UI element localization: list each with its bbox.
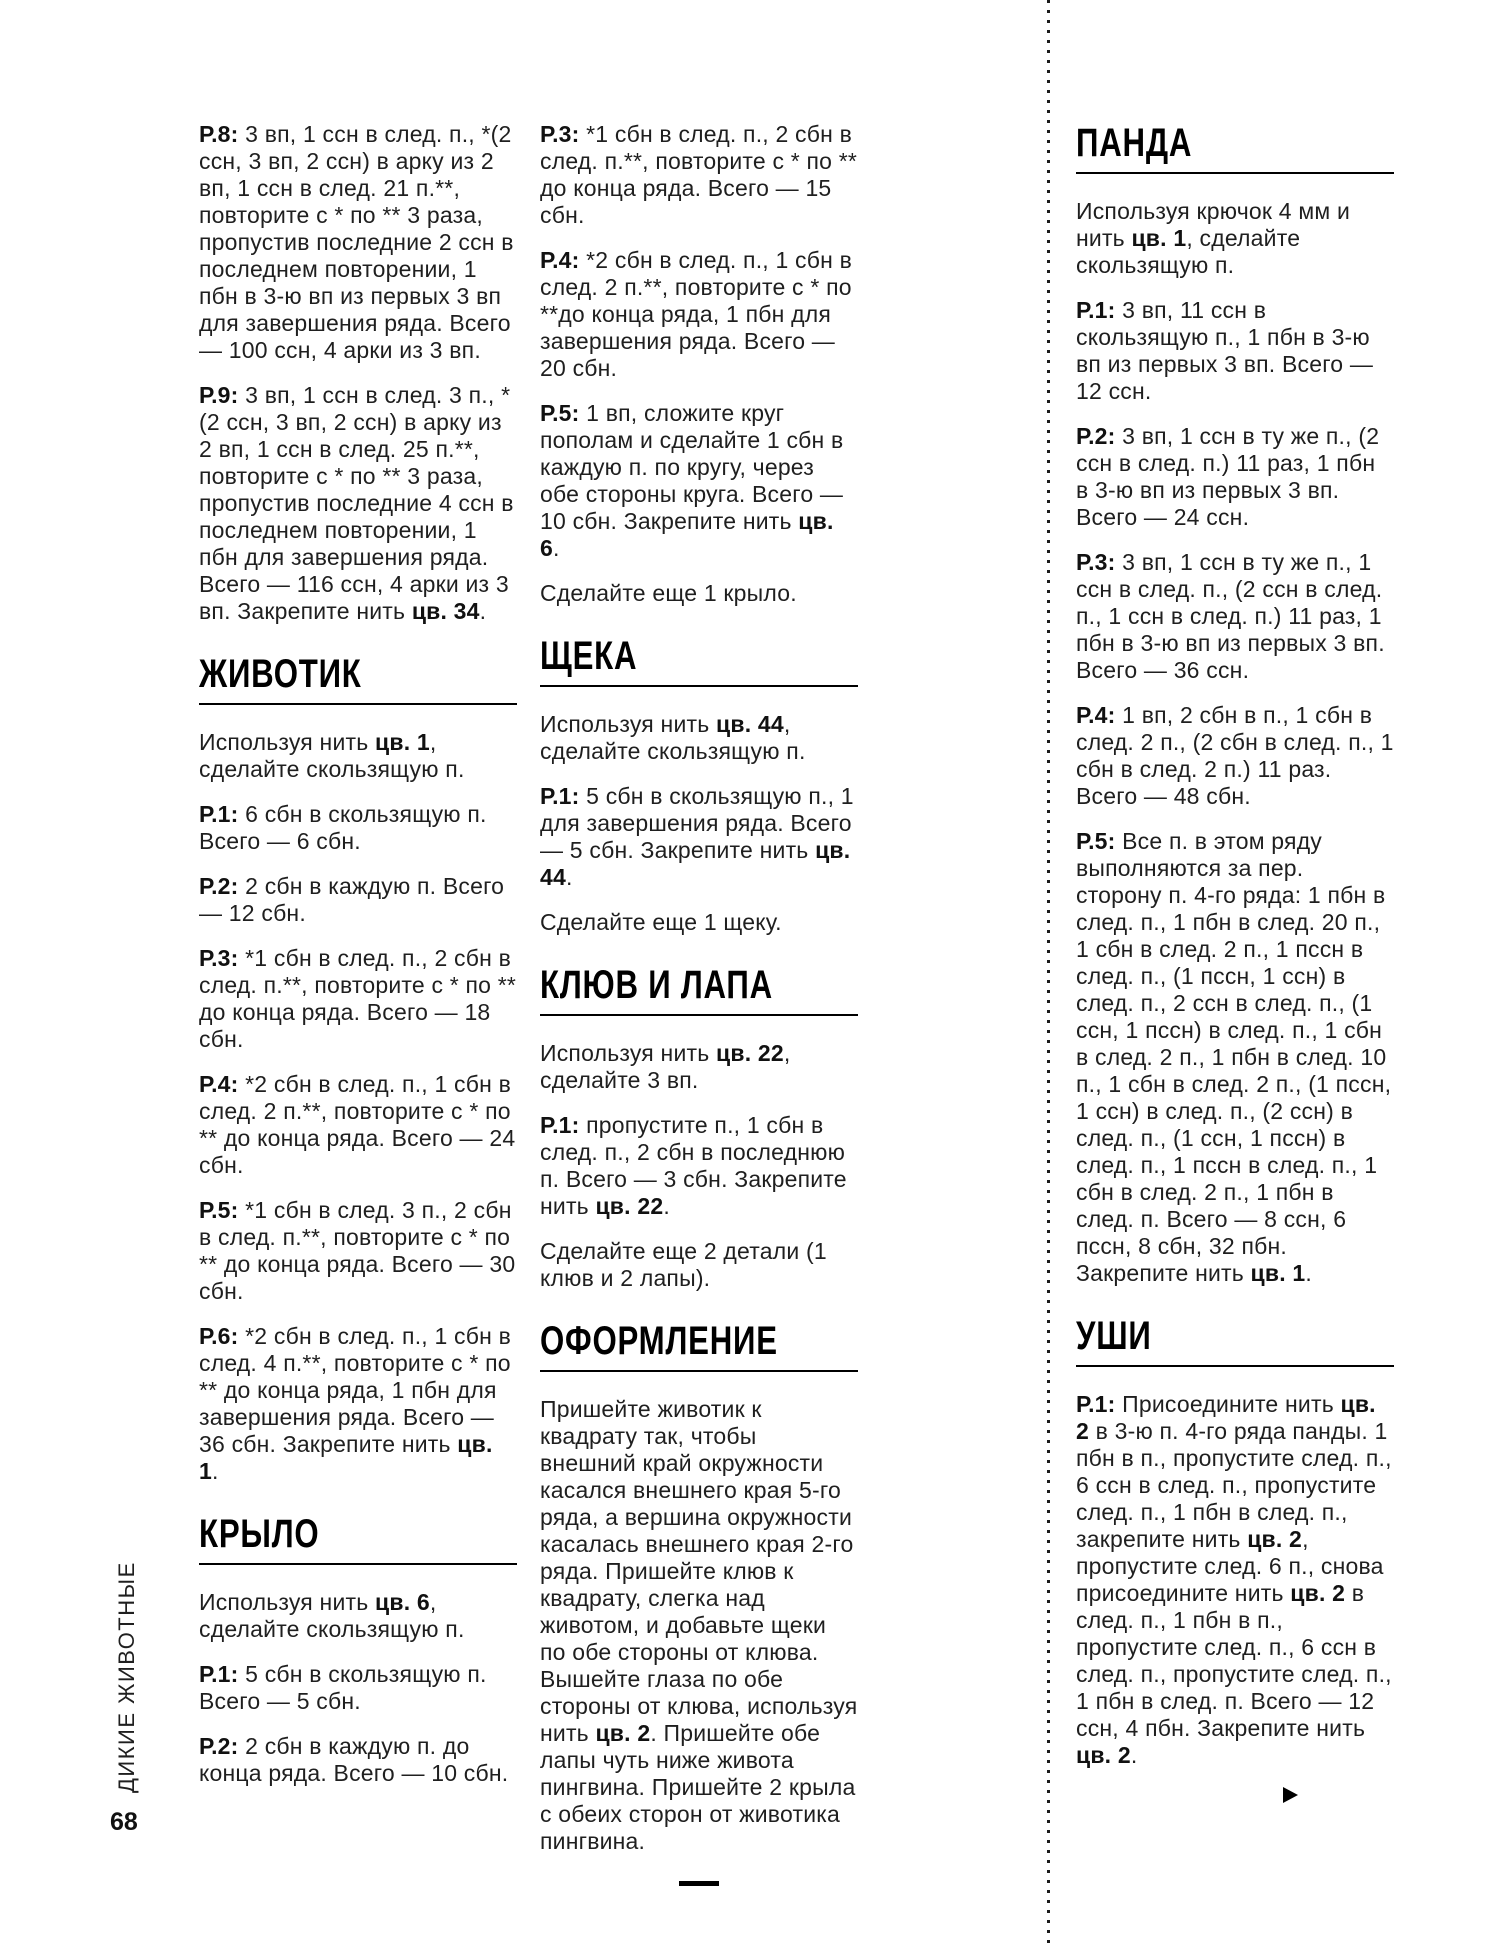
bold-run: Р.1: — [1076, 1391, 1116, 1417]
text-run: 3 вп, 11 ссн в скользящую п., 1 пбн в 3-ю вп из первых 3 вп. Всего — 12 ссн. — [1076, 297, 1374, 404]
text-run: , сделайте скользящую п. — [199, 729, 465, 782]
pattern-paragraph — [1076, 702, 1394, 810]
bold-run: Р.8: — [199, 121, 239, 147]
bold-run: Р.2: — [199, 1733, 239, 1759]
column-right — [1076, 122, 1394, 1803]
bold-run: цв. 44 — [716, 711, 784, 737]
text-run: , пропустите след. 6 п., снова присоедините нить — [1076, 1526, 1384, 1606]
pattern-paragraph — [199, 1071, 517, 1179]
pattern-paragraph — [540, 1396, 858, 1855]
pattern-paragraph — [540, 711, 858, 765]
pattern-paragraph — [1076, 549, 1394, 684]
pattern-paragraph — [540, 400, 858, 562]
pattern-paragraph — [199, 1733, 517, 1787]
section-heading-text: ПАНДА — [1076, 121, 1193, 165]
bold-run: Р.5: — [199, 1197, 239, 1223]
pattern-paragraph — [540, 909, 858, 936]
dotted-divider — [1047, 0, 1050, 1950]
pattern-paragraph — [199, 1589, 517, 1643]
section-heading — [1076, 122, 1394, 174]
text-run: Пришейте животик к квадрату так, чтобы внешний край окружности касался внешнего края 5-го ряда, а вершина окружности касалась внешнего края 2-го ряда. Пришейте клюв к квадрату, слегка над животом, и добавьте щеки по обе стороны от клюва. Вышейте глаза по обе стороны от клюва, используя нить — [540, 1396, 858, 1746]
page-number: 68 — [110, 1808, 138, 1836]
bold-run: цв. 2 — [1247, 1526, 1303, 1552]
pattern-paragraph — [540, 1040, 858, 1094]
text-run: . — [663, 1193, 670, 1219]
text-run: *2 сбн в след. п., 1 сбн в след. 2 п.**, повторите с * по ** до конца ряда. Всего — 24 сбн. — [199, 1071, 516, 1178]
pattern-paragraph — [540, 783, 858, 891]
text-run: , сделайте скользящую п. — [540, 711, 806, 764]
text-run: в след. п., 1 пбн в п., пропустите след. п., 6 ссн в след. п., пропустите след. п., 1 пбн в след. п. Всего — 12 ссн, 4 пбн. Закрепите нить — [1076, 1580, 1392, 1741]
bold-run: Р.1: — [540, 783, 580, 809]
text-run: *2 сбн в след. п., 1 сбн в след. 4 п.**, повторите с * по ** до конца ряда, 1 пбн для завершения ряда. Всего — 36 сбн. Закрепите нить — [199, 1323, 512, 1457]
bold-run: Р.3: — [199, 945, 239, 971]
text-run: Используя нить — [540, 711, 717, 737]
bold-run: Р.2: — [1076, 423, 1116, 449]
text-run: Используя нить — [199, 1589, 376, 1615]
text-run: пропустите п., 1 сбн в след. п., 2 сбн в последнюю п. Всего — 3 сбн. Закрепите нить — [540, 1112, 847, 1219]
bold-run: цв. 1 — [375, 729, 430, 755]
section-heading-text: КЛЮВ И ЛАПА — [540, 963, 773, 1007]
pattern-paragraph — [1076, 1391, 1394, 1769]
section-heading — [540, 635, 858, 687]
bold-run: Р.2: — [199, 873, 239, 899]
section-heading — [1076, 1315, 1394, 1367]
text-run: 1 вп, сложите круг пополам и сделайте 1 сбн в каждую п. по кругу, через обе стороны круга. Всего — 10 сбн. Закрепите нить — [540, 400, 844, 534]
text-run: . — [1130, 1742, 1138, 1768]
bold-run: Р.5: — [540, 400, 580, 426]
text-run: 3 вп, 1 ссн в ту же п., (2 ссн в след. п.) 11 раз, 1 пбн в 3-ю вп из первых 3 вп. Всего — 24 ссн. — [1076, 423, 1380, 530]
text-run: Все п. в этом ряду выполняются за пер. сторону п. 4-го ряда: 1 пбн в след. п., 1 пбн в след. 20 п., 1 сбн в след. 2 п., 1 пссн в след. п., (1 пссн, 1 ссн) в след. п., 2 ссн в след. п., (1 ссн, 1 пссн) в след. п., 1 сбн в след. 2 п., 1 пбн в след. 10 п., 1 сбн в след. 2 п., (1 пссн, 1 ссн) в след. п., (2 ссн) в след. п., (1 ссн, 1 пссн) в след. п., 1 пссн в след. п., 1 сбн в след. 2 п., 1 пбн в след. п. Всего — 8 ссн, 6 пссн, 8 сбн, 32 пбн. Закрепите нить — [1076, 828, 1392, 1286]
bold-run: Р.9: — [199, 382, 239, 408]
section-heading — [199, 653, 517, 705]
section-heading — [199, 1513, 517, 1565]
bold-run: Р.3: — [1076, 549, 1116, 575]
bold-run: цв. 2 — [1076, 1391, 1376, 1444]
pattern-paragraph — [199, 873, 517, 927]
pattern-paragraph — [199, 1661, 517, 1715]
pattern-paragraph — [199, 1323, 517, 1485]
pattern-paragraph — [199, 945, 517, 1053]
text-run: 3 вп, 1 ссн в ту же п., 1 ссн в след. п., (2 ссн в след. п., 1 ссн в след. п.) 11 раз, 1 пбн в 3-ю вп из первых 3 вп. Всего — 36 ссн. — [1076, 549, 1385, 683]
bold-run: Р.1: — [540, 1112, 580, 1138]
bold-run: Р.5: — [1076, 828, 1116, 854]
bold-run: цв. 6 — [540, 508, 834, 561]
section-heading-text: ЖИВОТИК — [199, 652, 362, 696]
pattern-paragraph — [1076, 423, 1394, 531]
text-run: . — [212, 1458, 219, 1484]
text-run: *1 сбн в след. 3 п., 2 сбн в след. п.**, повторите с * по ** до конца ряда. Всего — 30 сбн. — [199, 1197, 516, 1304]
text-run: *1 сбн в след. п., 2 сбн в след. п.**, повторите с * по ** до конца ряда. Всего — 15 сбн. — [540, 121, 858, 228]
text-run: в 3-ю п. 4-го ряда панды. 1 пбн в п., пропустите след. п., 6 ссн в след. п., пропустите след. п., 1 пбн в след. п., закрепите нить — [1076, 1418, 1392, 1552]
bold-run: цв. 44 — [540, 837, 851, 890]
section-heading — [540, 1320, 858, 1372]
text-run: . — [565, 864, 573, 890]
section-heading-text: ОФОРМЛЕНИЕ — [540, 1319, 778, 1363]
pattern-paragraph — [199, 729, 517, 783]
sidebar-rotated-label: ДИКИЕ ЖИВОТНЫЕ — [114, 1561, 139, 1793]
bold-run: Р.1: — [199, 1661, 239, 1687]
text-run: Сделайте еще 2 детали (1 клюв и 2 лапы). — [540, 1238, 827, 1291]
section-heading-text: УШИ — [1076, 1314, 1152, 1358]
bold-run: цв. 1 — [199, 1431, 493, 1484]
text-run: 1 вп, 2 сбн в п., 1 сбн в след. 2 п., (2 сбн в след. п., 1 сбн в след. 2 п.) 11 раз. Всего — 48 сбн. — [1076, 702, 1394, 809]
bold-run: цв. 22 — [716, 1040, 784, 1066]
section-end-dash — [679, 1881, 719, 1886]
text-run: 3 вп, 1 ссн в след. 3 п., *(2 ссн, 3 вп, 2 ссн) в арку из 2 вп, 1 ссн в след. 25 п.**, повторите с * по ** 3 раза, пропустив последние 4 ссн в последнем повторении, 1 пбн для завершения ряда. Всего — 116 ссн, 4 арки из 3 вп. Закрепите нить — [199, 382, 514, 624]
bold-run: Р.4: — [199, 1071, 239, 1097]
pattern-paragraph — [540, 1238, 858, 1292]
pattern-paragraph — [199, 801, 517, 855]
text-run: 2 сбн в каждую п. до конца ряда. Всего — 10 сбн. — [199, 1733, 509, 1786]
bold-run: цв. 1 — [1131, 225, 1187, 251]
bold-run: цв. 34 — [411, 598, 480, 624]
text-run: 5 сбн в скользящую п. Всего — 5 сбн. — [199, 1661, 487, 1714]
pattern-paragraph — [540, 580, 858, 607]
text-run: Используя нить — [540, 1040, 717, 1066]
continue-arrow-icon — [1283, 1787, 1298, 1803]
text-run: Используя крючок 4 мм и нить — [1076, 198, 1351, 251]
bold-run: цв. 2 — [1290, 1580, 1346, 1606]
bold-run: Р.4: — [1076, 702, 1116, 728]
pattern-paragraph — [540, 121, 858, 229]
text-run: . Пришейте обе лапы чуть ниже живота пингвина. Пришейте 2 крыла с обеих сторон от животика пингвина. — [540, 1720, 856, 1854]
bold-run: цв. 6 — [375, 1589, 430, 1615]
column-left — [199, 121, 517, 1805]
text-run: 6 сбн в скользящую п. Всего — 6 сбн. — [199, 801, 487, 854]
bold-run: Р.1: — [1076, 297, 1116, 323]
text-run: Присоедините нить — [1115, 1391, 1341, 1417]
text-run: . — [553, 535, 560, 561]
text-run: Сделайте еще 1 крыло. — [540, 580, 797, 606]
bold-run: Р.6: — [199, 1323, 239, 1349]
section-heading-text: ЩЕКА — [540, 634, 638, 678]
text-run: . — [1305, 1260, 1312, 1286]
bold-run: Р.4: — [540, 247, 580, 273]
section-heading-text: КРЫЛО — [199, 1512, 320, 1556]
pattern-paragraph — [199, 382, 517, 625]
bold-run: Р.3: — [540, 121, 580, 147]
bold-run: цв. 1 — [1250, 1260, 1306, 1286]
bold-run: Р.1: — [199, 801, 239, 827]
pattern-paragraph — [1076, 828, 1394, 1287]
pattern-paragraph — [540, 247, 858, 382]
text-run: 5 сбн в скользящую п., 1 для завершения ряда. Всего — 5 сбн. Закрепите нить — [540, 783, 854, 863]
text-run: , сделайте скользящую п. — [1076, 225, 1301, 278]
text-run: , сделайте 3 вп. — [540, 1040, 791, 1093]
pattern-paragraph — [1076, 297, 1394, 405]
bold-run: цв. 22 — [595, 1193, 664, 1219]
text-run: *1 сбн в след. п., 2 сбн в след. п.**, повторите с * по ** до конца ряда. Всего — 18 сбн. — [199, 945, 517, 1052]
text-run: . — [479, 598, 487, 624]
text-run: Сделайте еще 1 щеку. — [540, 909, 782, 935]
pattern-paragraph — [540, 1112, 858, 1220]
text-run: , сделайте скользящую п. — [199, 1589, 465, 1642]
bold-run: цв. 2 — [1076, 1742, 1131, 1768]
section-heading — [540, 964, 858, 1016]
text-run: 2 сбн в каждую п. Всего — 12 сбн. — [199, 873, 505, 926]
pattern-paragraph — [199, 121, 517, 364]
text-run: Используя нить — [199, 729, 376, 755]
text-run: 3 вп, 1 ссн в след. п., *(2 ссн, 3 вп, 2 ссн) в арку из 2 вп, 1 ссн в след. 21 п.**, повторите с * по ** 3 раза, пропустив последние 2 ссн в последнем повторении, 1 пбн в 3-ю вп из первых 3 вп для завершения ряда. Всего — 100 ссн, 4 арки из 3 вп. — [199, 121, 514, 363]
pattern-paragraph — [199, 1197, 517, 1305]
bold-run: цв. 2 — [595, 1720, 651, 1746]
text-run: *2 сбн в след. п., 1 сбн в след. 2 п.**, повторите с * по **до конца ряда, 1 пбн для завершения ряда. Всего — 20 сбн. — [540, 247, 853, 381]
column-middle — [540, 121, 858, 1886]
pattern-paragraph — [1076, 198, 1394, 279]
